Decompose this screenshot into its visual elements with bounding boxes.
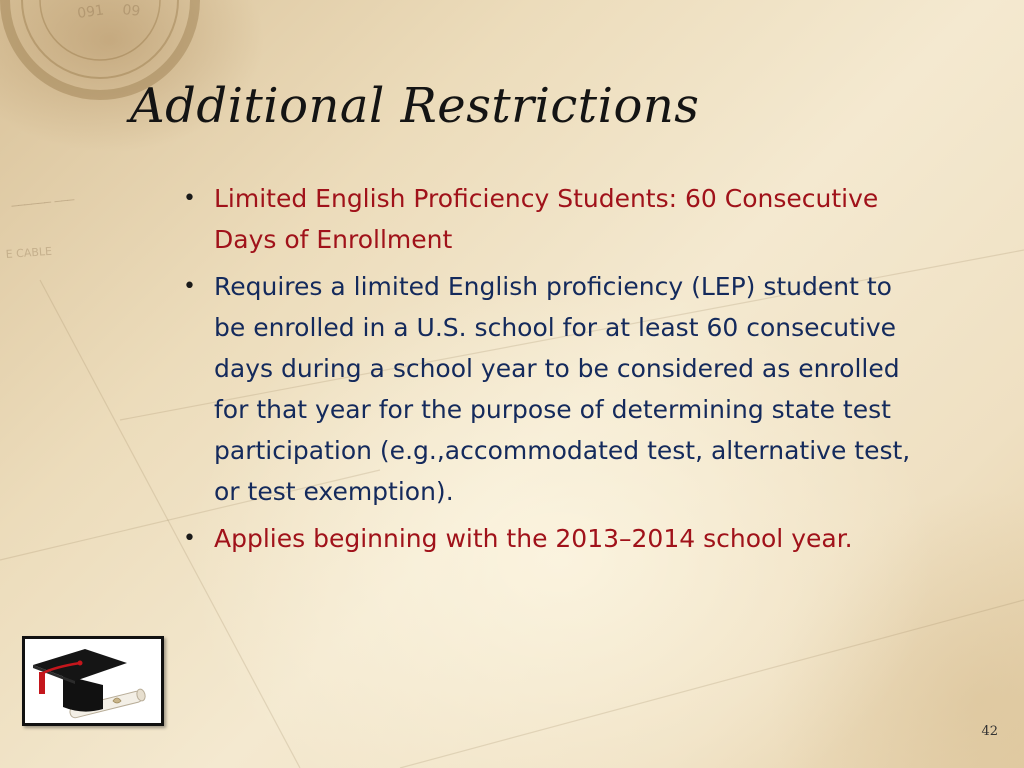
graduation-cap-icon <box>25 639 161 723</box>
slide-title: Additional Restrictions <box>130 78 700 134</box>
svg-text:────── ───: ────── ─── <box>10 193 76 213</box>
bullet-marker: • <box>183 274 196 299</box>
bullet-marker: • <box>183 186 196 211</box>
bullet-marker: • <box>183 526 196 551</box>
bullet-text: Applies beginning with the 2013–2014 school year. <box>214 524 853 553</box>
graduation-cap-image-frame <box>22 636 164 726</box>
bullet-list <box>183 178 913 565</box>
svg-text:091: 091 <box>76 2 106 22</box>
svg-text:E CABLE: E CABLE <box>5 244 53 261</box>
bullet-item <box>183 178 913 260</box>
bullet-text: Requires a limited English proficiency (LEP) student to be enrolled in a U.S. school for at least 60 consecutive days during a school year to be considered as enrolled for that year for the purpose of determining state test participation (e.g.,accommodated test, alternative test, or test exemption). <box>214 272 911 506</box>
bullet-item <box>183 266 913 512</box>
bullet-text: Limited English Proficiency Students: 60 Consecutive Days of Enrollment <box>214 184 879 254</box>
svg-text:09: 09 <box>121 2 141 20</box>
bullet-item <box>183 518 913 559</box>
page-number: 42 <box>981 724 998 739</box>
